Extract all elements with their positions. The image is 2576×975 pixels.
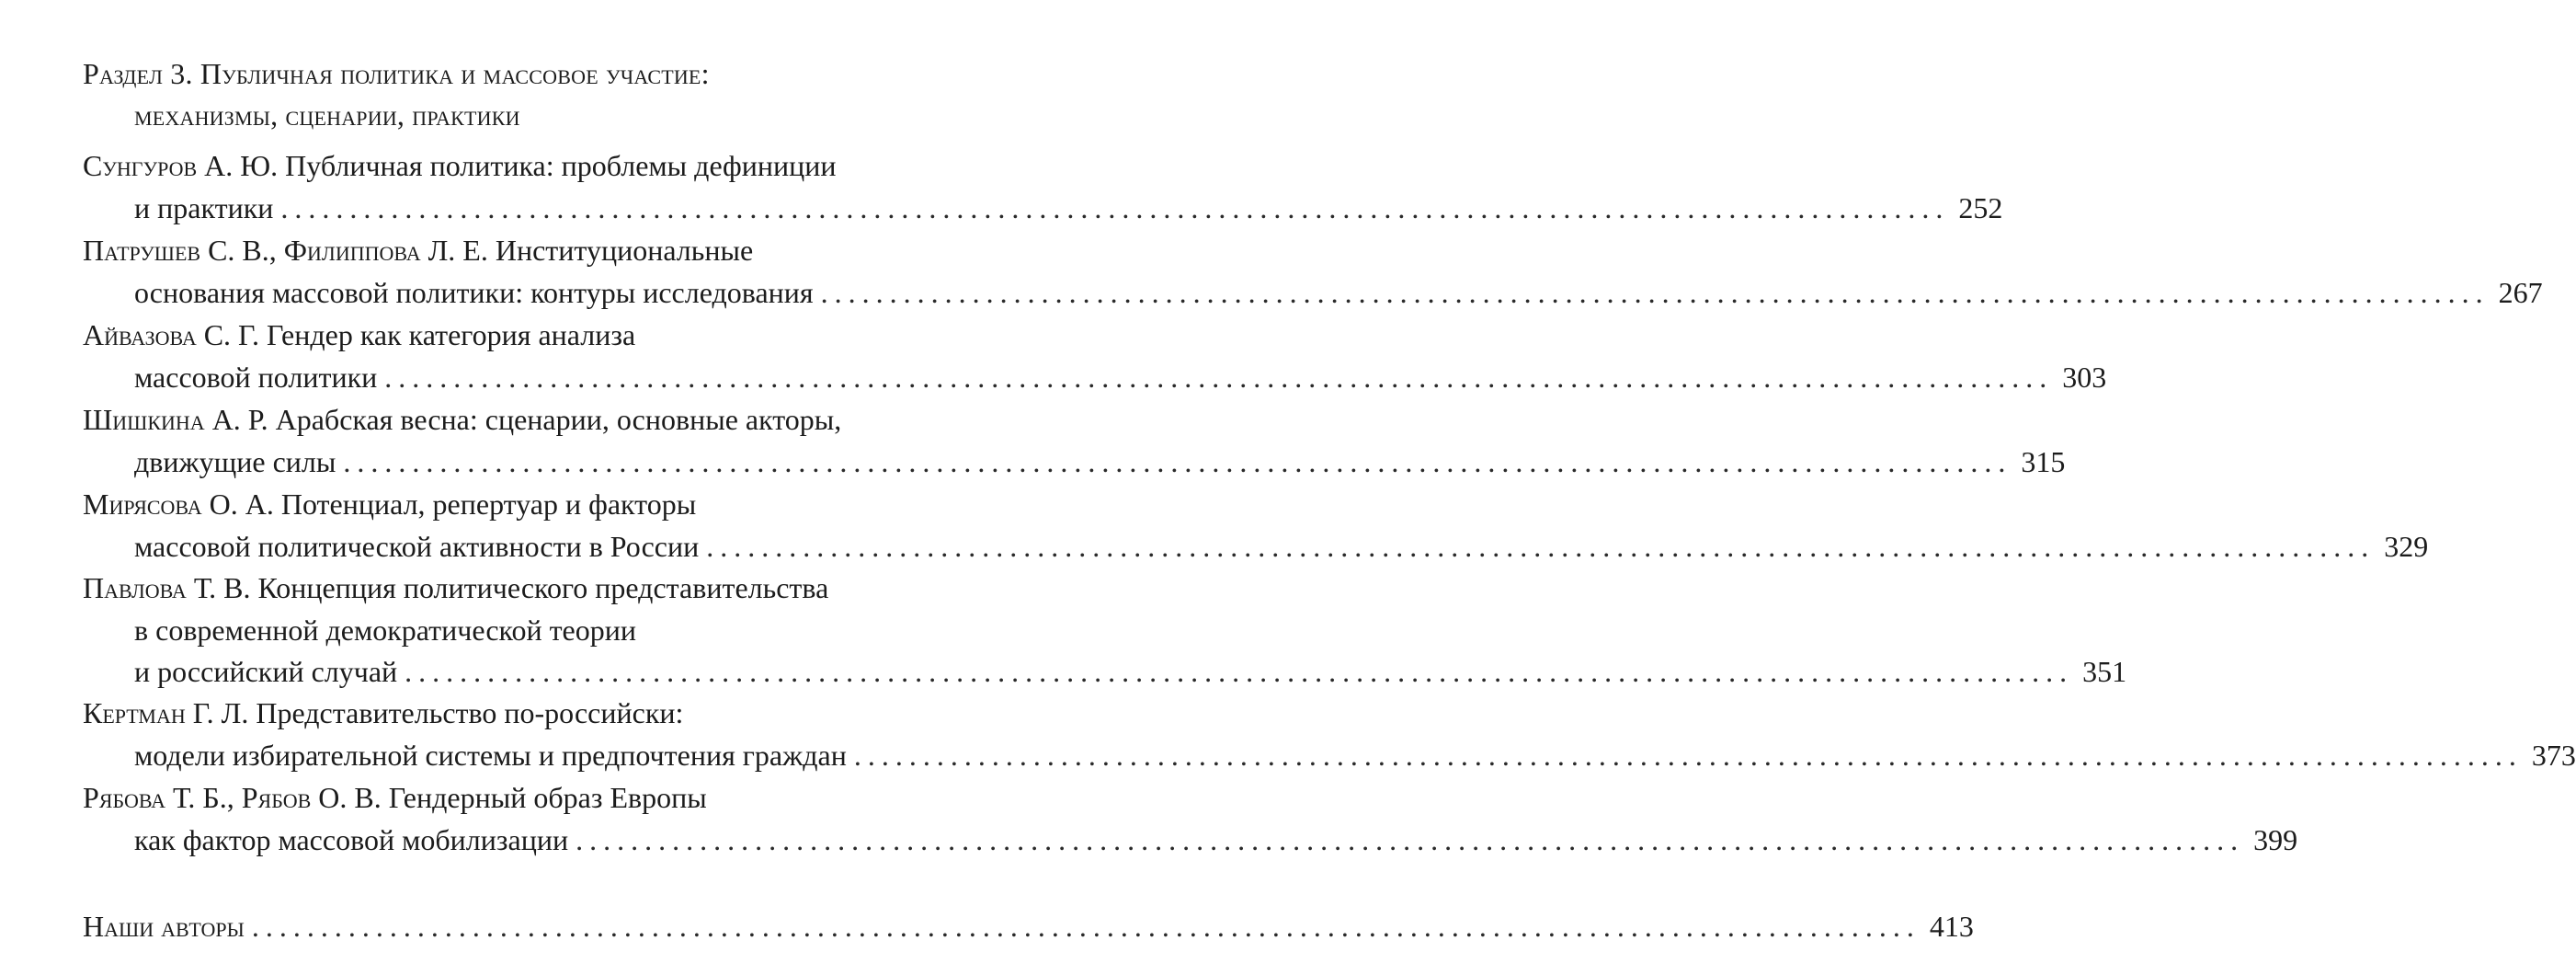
toc-entry[interactable]: [83, 777, 2298, 861]
toc-entry-title: Представительство по-российски:: [256, 696, 684, 729]
toc-entry-title-end: движущие силы: [134, 444, 336, 478]
toc-entry-page: 399: [2253, 822, 2298, 856]
section-heading: [83, 53, 1066, 136]
toc-entry-author: Павлова Т. В.: [83, 571, 251, 604]
toc-entry[interactable]: [83, 315, 2107, 398]
dot-leader: .........................................................................................................................: [853, 738, 2523, 772]
toc-entry-author: Айвазова С. Г.: [83, 318, 259, 351]
toc-entry-author: Мирясова О. А.: [83, 488, 274, 521]
dot-leader: .........................................................................................................................: [405, 655, 2074, 688]
toc-entry-title: Гендер как категория анализа: [266, 318, 636, 351]
toc-entry[interactable]: [83, 230, 2543, 314]
toc-entry-title: Потенциал, репертуар и факторы: [280, 488, 697, 521]
toc-entry-last-line: [83, 526, 2429, 568]
toc-entry-last-line: [83, 442, 2066, 484]
toc-entry-title-end: и российский случай: [134, 655, 398, 688]
toc-entry-title-end: модели избирательной системы и предпочтения граждан: [134, 738, 847, 772]
toc-entry-author: Кертман Г. Л.: [83, 696, 249, 729]
toc-entry-last-line: [83, 188, 2003, 230]
toc-entry-author: Сунгуров А. Ю.: [83, 149, 279, 182]
toc-entry-first-line: [83, 399, 1066, 442]
toc-entry-page: 267: [2498, 275, 2543, 309]
dot-leader: .........................................................................................................................: [251, 910, 1921, 943]
toc-entry-title: Концепция политического представительства: [257, 571, 829, 604]
toc-entry-author: Рябова Т. Б., Рябов О. В.: [83, 781, 382, 814]
dot-leader: .........................................................................................................................: [576, 822, 2245, 856]
toc-entry-first-line: [83, 230, 1066, 272]
toc-entry-author: Шишкина А. Р.: [83, 403, 268, 436]
toc-entry-first-line: [83, 484, 1066, 526]
toc-entry[interactable]: [83, 484, 2429, 568]
toc-entry-page: 351: [2082, 655, 2127, 688]
toc-entry-page: 413: [1929, 910, 1974, 943]
toc-entry-title-end: как фактор массовой мобилизации: [134, 822, 569, 856]
toc-entry-first-line: [83, 777, 1066, 820]
toc-entry-title: Публичная политика: проблемы дефиниции: [285, 149, 837, 182]
toc-entry-authors[interactable]: [83, 906, 1974, 948]
toc-entry-first-line: [83, 145, 1066, 188]
section-heading-line-1: Раздел 3. Публичная политика и массовое участие:: [83, 57, 710, 90]
section-heading-line-2: механизмы, сценарии, практики: [134, 98, 520, 132]
toc-entry-first-line: [83, 315, 1066, 357]
toc-entry-title: Гендерный образ Европы: [388, 781, 707, 814]
toc-entry-last-line: [83, 651, 2127, 694]
authors-section-label: Наши авторы: [83, 910, 245, 943]
toc-entry[interactable]: [83, 693, 2576, 776]
dot-leader: .........................................................................................................................: [384, 360, 2054, 394]
toc-entry-author: Патрушев С. В., Филиппова Л. Е.: [83, 234, 488, 267]
toc-entry-last-line: [83, 357, 2107, 399]
dot-leader: .........................................................................................................................: [280, 190, 1950, 224]
dot-leader: .........................................................................................................................: [706, 529, 2376, 563]
toc-entry-first-line: [83, 568, 1066, 610]
toc-entry-page: 303: [2062, 360, 2107, 394]
toc-entry-page: 329: [2384, 529, 2429, 563]
toc-entry[interactable]: [83, 399, 2066, 483]
toc-entry[interactable]: [83, 568, 2127, 694]
toc-entry-last-line: [83, 735, 2576, 777]
toc-entry-page: 252: [1958, 190, 2003, 224]
toc-entry[interactable]: [83, 145, 2003, 229]
toc-entry-middle-line: в современной демократической теории: [134, 613, 636, 647]
dot-leader: .........................................................................................................................: [343, 444, 2012, 478]
toc-entry-title-end: массовой политики: [134, 360, 378, 394]
toc-entry-last-line: [83, 272, 2543, 315]
toc-entry-last-line: [83, 906, 1974, 948]
toc-entry-page: 315: [2021, 444, 2066, 478]
toc-entry-title-end: основания массовой политики: контуры исследования: [134, 275, 814, 309]
toc-entry-page: 373: [2531, 738, 2576, 772]
toc-entry-first-line: [83, 693, 1066, 735]
dot-leader: .........................................................................................................................: [820, 275, 2490, 309]
toc-entry-title: Арабская весна: сценарии, основные акторы,: [275, 403, 842, 436]
toc-entry-title: Институциональные: [495, 234, 754, 267]
toc-entry-last-line: [83, 820, 2298, 862]
toc-entry-title-end: массовой политической активности в России: [134, 529, 700, 563]
toc-entry-title-end: и практики: [134, 190, 274, 224]
